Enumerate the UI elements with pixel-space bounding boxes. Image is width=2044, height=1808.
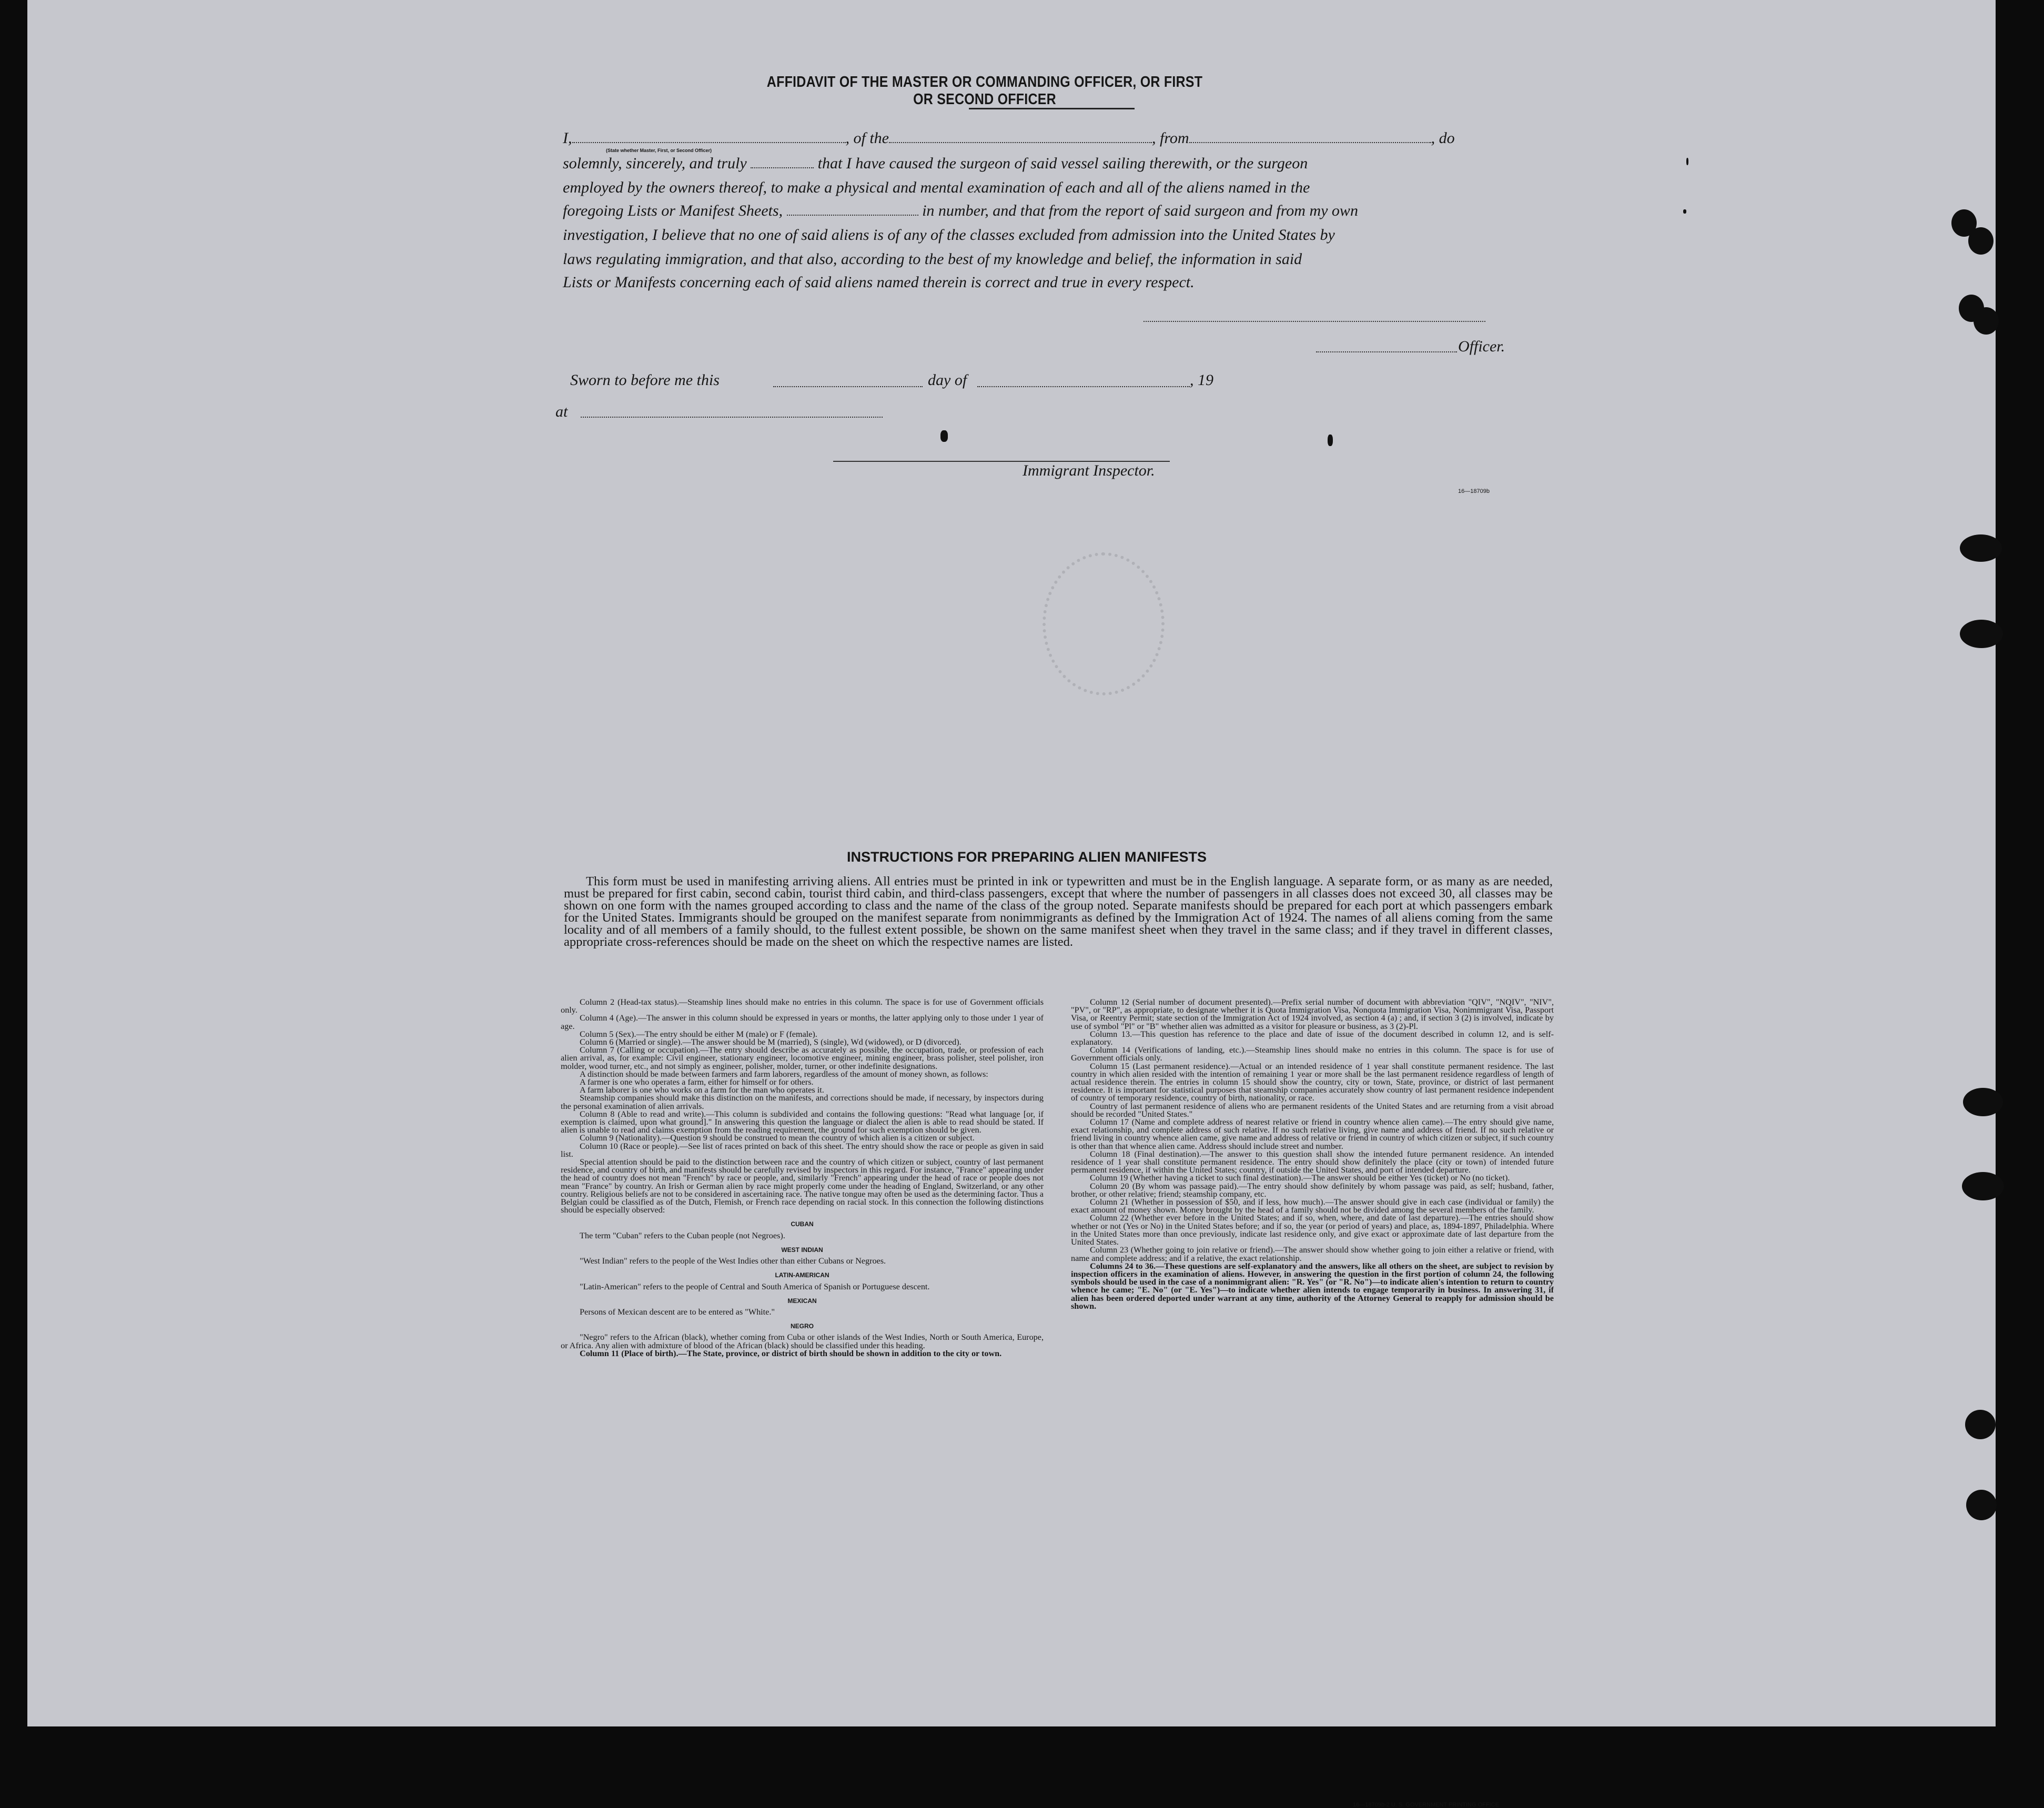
sworn-label: Sworn to before me this <box>570 371 720 389</box>
section-heading: NEGRO <box>790 1322 814 1330</box>
inspector-label: Immigrant Inspector. <box>1023 462 1155 479</box>
punch-hole <box>1974 307 1999 335</box>
affidavit-line-1: I, , of the , from , do <box>563 129 1455 147</box>
affidavit-line-5: investigation, I believe that no one of said aliens is of any of the classes excluded from admission into the United States by <box>563 226 1335 244</box>
affidavit-line-4: foregoing Lists or Manifest Sheets, in number, and that from the report of said surgeon and from my own <box>563 202 1358 219</box>
stain-mark <box>1043 552 1165 695</box>
form-number: 16—18709b <box>1458 488 1490 494</box>
ink-mark <box>1683 209 1686 214</box>
instructions-title: INSTRUCTIONS FOR PREPARING ALIEN MANIFESTS <box>846 849 1207 865</box>
sworn-day-line <box>773 386 923 387</box>
affidavit-title: AFFIDAVIT OF THE MASTER OR COMMANDING OFFICER, OR FIRST OR SECOND OFFICER <box>766 74 1203 108</box>
punch-hole <box>1965 1410 1996 1439</box>
punch-hole <box>1960 534 2002 562</box>
ink-mark <box>940 430 948 442</box>
instructions-right-column: Column 12 (Serial number of document presented).—Prefix serial number of document with abbreviation "QIV", "NQIV", "NIV", "PV", or "RP", as appropriate, to designate whether it is Quota Immigration Visa, Nonquota Immigration Visa, Nonimmigrant Visa, Passport Visa, or Reentry Permit; state section of the Immigration Act of 1924 involved, as section 4 (a) ; and, if section 3 (2) is involved, indicate by use of symbol "Pl" or "B" whether alien was admitted as a visitor for pleasure or business, as 3 (2)-Pl. Column 13.—This question has reference to the place and date of issue of the document described in column 12, and is self-explanatory. Column 14 (Verifications of landing, etc.).—Steamship lines should make no entries in this column. The space is for use of Government officials only. Column 15 (Last permanent residence).—Actual or an intended residence of 1 year shall constitute permanent residence. The last country in which alien resided with the intention of remaining 1 year or more shall be the last permanent residence regardless of length of actual residence therein. The entries in column 15 should show the country, city or town, State, province, or district of last permanent residence. It is important for statistical purposes that steamship companies accurately show country of last permanent residence independent of country of temporary residence, country of birth, nationality, or race. Country of last permanent residence of aliens who are permanent residents of the United States and are returning from a visit abroad should be recorded "United States." Column 17 (Name and complete address of nearest relative or friend in country whence alien came).—The entry should give name, exact relationship, and complete address of such relative. If no such relative living, give name and address of friend. If no such relative or friend living in country whence alien came, give name and address of relative or friend in country of which citizen or subject, if such country is other than that whence alien came. Address should include street and number. Column 18 (Final destination).—The answer to this question shall show the intended future permanent residence. An intended residence of 1 year shall constitute permanent residence. The entry should show definitely the place (city or town) of intended future permanent residence, if within the United States; country, if outside the United States, and port of intended departure. Column 19 (Whether having a ticket to such final destination).—The answer should be either Yes (ticket) or No (no ticket). Column 20 (By whom was passage paid).—The entry should show definitely by whom passage was paid, as self; husband, father, brother, or other relative; friend; steamship company, etc. Column 21 (Whether in possession of $50, and if less, how much).—The answer should give in each case (individual or family) the exact amount of money shown. Money brought by the head of a family should not be divided among the several members of the family. Column 22 (Whether ever before in the United States; and if so, when, where, and date of last departure).—The entries should show whether or not (Yes or No) in the United States before; and if so, the year (or period of years) and place, as, 1894-1897, Philadelphia. Where in the United States more than once previously, indicate last residence only, and give exact or approximate date of last departure from the United States. Column 23 (Whether going to join relative or friend).—The answer should show whether going to join either a relative or friend, with name and complete address; and if a relative, the exact relationship. Columns 24 to 36.—These questions are self-explanatory and the answers, like all others on the sheet, are subject to revision by inspection officers in the examination of aliens. However, in answering the question in the first portion of column 24, the following symbols should be used in the case of a nonimmigrant alien: "R. Yes" (or "R. No")—to indicate alien's intention to return to country whence he came; "E. No" (or "E. Yes")—to indicate whether alien intends to engage temporarily in business. In answering 31, if alien has been ordered deported under warrant at any time, authority of the Attorney General to reapply for admission should be shown. <box>1071 998 1554 1311</box>
instructions-intro: This form must be used in manifesting arriving aliens. All entries must be printed in ink or typewritten and must be in the English language. A separate form, or as many as are needed, must be prepared for first cabin, second cabin, tourist third cabin, and third-class passengers, except that where the number of passengers in all classes does not exceed 30, all classes may be shown on one form with the names grouped according to class and the name of the class of the group noted. Separate manifests should be prepared for each port at which passengers embark for the United States. Immigrants should be grouped on the manifest separate from nonimmigrants as defined by the Immigration Act of 1924. The names of all aliens coming from the same locality and of all members of a family should, to the fullest extent possible, be shown on the same manifest sheet when they travel in the same class; and if they travel in different classes, appropriate cross-references should be made on the sheet on which the respective names are listed. <box>564 874 1553 949</box>
punch-hole <box>1966 1490 1997 1520</box>
instructions-left-column: Column 2 (Head-tax status).—Steamship lines should make no entries in this column. The space is for use of Government officials only. Column 4 (Age).—The answer in this column should be expressed in years or months, the latter applying only to those under 1 year of age. Column 5 (Sex).—The entry should be either M (male) or F (female). Column 6 (Married or single).—The answer should be M (married), S (single), Wd (widowed), or D (divorced). Column 7 (Calling or occupation).—The entry should describe as accurately as possible, the occupation, trade, or profession of each alien arrival, as, for example: Civil engineer, stationary engineer, locomotive engineer, mining engineer, brass polisher, steel polisher, iron molder, wood turner, etc., and not simply as engineer, polisher, molder, turner, or other indefinite designations. A distinction should be made between farmers and farm laborers, regardless of the amount of money shown, as follows: A farmer is one who operates a farm, either for himself or for others. A farm laborer is one who works on a farm for the man who operates it. Steamship companies should make this distinction on the manifests, and corrections should be made, if necessary, by inspectors during the personal examination of alien arrivals. Column 8 (Able to read and write).—This column is subdivided and contains the following questions: "Read what language [or, if exemption is claimed, upon what ground]." In answering this question the language or dialect the alien is able to read should be stated. If alien is unable to read and claims exemption from the reading requirement, the ground for such exemption should be given. Column 9 (Nationality).—Question 9 should be construed to mean the country of which alien is a citizen or subject. Column 10 (Race or people).—See list of races printed on back of this sheet. The entry should show the race or people as given in said list. Special attention should be paid to the distinction between race and the country of which citizen or subject, country of last permanent residence, and country of birth, and manifests should be carefully revised by inspectors in this regard. For instance, "France" appearing under the head of country does not mean "French" by race or people, and, similarly "French" appearing under the head of race or people does not mean "France" by country. An Irish or German alien by race might properly come under the heading of England, Switzerland, or any other country. Religious beliefs are not to be considered in ascertaining race. The native tongue may often be used as the determining factor. Thus a Belgian could be classified as of the Dutch, Flemish, or French race depending on racial stock. In this connection the following distinctions should be especially observed: CUBAN The term "Cuban" refers to the Cuban people (not Negroes). WEST INDIAN "West Indian" refers to the people of the West Indies other than either Cubans or Negroes. LATIN-AMERICAN "Latin-American" refers to the people of Central and South America of Spanish or Portuguese descent. MEXICAN Persons of Mexican descent are to be entered as "White." NEGRO "Negro" refers to the African (black), whether coming from Cuba or other islands of the West Indies, North or South America, Europe, or Africa. Any alien with admixture of blood of the African (black) should be classified under this heading. Column 11 (Place of birth).—The State, province, or district of birth should be shown in addition to the city or town. <box>561 998 1044 1358</box>
ink-mark <box>1328 435 1333 446</box>
title-rule <box>969 108 1135 109</box>
punch-hole <box>1968 227 1994 255</box>
column-11-text: Column 11 (Place of birth).—The State, province, or district of birth should be shown in addition to the city or town. <box>580 1348 1002 1358</box>
printing-office-footer: 16—18709b-2 U. S. GOVERNMENT PRINTING OFFICE <box>1353 1802 1499 1808</box>
document-page <box>27 0 1996 1808</box>
day-of-label: day of <box>928 371 967 389</box>
section-heading: WEST INDIAN <box>781 1246 823 1254</box>
affidavit-line-6: laws regulating immigration, and that also, according to the best of my knowledge and belief, the information in said <box>563 250 1302 268</box>
punch-hole <box>1960 620 2003 648</box>
section-heading: LATIN-AMERICAN <box>775 1271 829 1279</box>
at-line <box>581 417 883 418</box>
signature-line <box>1144 321 1485 322</box>
sworn-month-line <box>977 386 1190 387</box>
year-label: , 19 <box>1190 371 1213 389</box>
at-label: at <box>555 403 568 420</box>
section-heading: CUBAN <box>791 1220 814 1228</box>
officer-rank-note: (State whether Master, First, or Second Officer) <box>606 148 712 153</box>
affidavit-line-7: Lists or Manifests concerning each of said aliens named therein is correct and true in every respect. <box>563 274 1195 291</box>
officer-line <box>1316 351 1457 352</box>
punch-hole <box>1962 1172 2004 1200</box>
section-heading: MEXICAN <box>787 1297 817 1305</box>
affidavit-line-3: employed by the owners thereof, to make a physical and mental examination of each and all of the aliens named in the <box>563 179 1310 196</box>
officer-label: Officer. <box>1458 338 1505 355</box>
affidavit-line-2: solemnly, sincerely, and truly that I have caused the surgeon of said vessel sailing therewith, or the surgeon <box>563 155 1308 172</box>
ink-mark <box>1686 158 1688 165</box>
punch-hole <box>1963 1088 2003 1116</box>
